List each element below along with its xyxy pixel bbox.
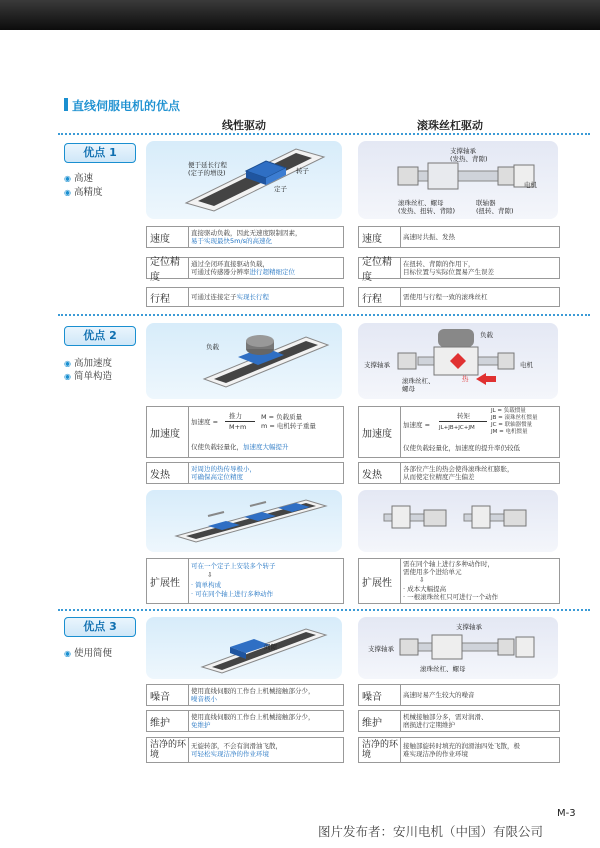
advantage-badge-2: 优点 2 <box>64 326 136 346</box>
bullet-item: ◉ 高精度 <box>64 184 103 198</box>
ballscrew-bearing-diagram <box>358 617 558 679</box>
row-positioning-ballscrew: 定位精度 在扭转、背隙的作用下， 目标位置与实际位置易产生误差 <box>358 257 560 279</box>
advantage-badge-1: 优点 1 <box>64 143 136 163</box>
label-support-bearing-top: 支撑轴承 <box>456 623 482 631</box>
row-heat-linear: 发热 对周边的热传导极小， 可确保高定位精度 <box>146 462 344 484</box>
multi-rotor-illustration <box>146 490 342 552</box>
ballscrew-load-diagram <box>358 323 558 399</box>
label-stator: 定子 <box>274 185 287 193</box>
top-bar <box>0 0 600 30</box>
column-header-linear: 线性驱动 <box>222 119 266 132</box>
row-acceleration-ballscrew: 加速度 加速度 = 转矩 JL+JB+JC+JM JL = 负载惯量 JB = 滚珠丝杠惯量 JC = 联轴器惯量 JM = 电机惯量 仅使负载轻量化，加速度的提升率仍较低 <box>358 406 560 458</box>
row-speed-ballscrew: 速度 高速时共振、发热 <box>358 226 560 248</box>
bullet-item: ◉ 高速 <box>64 170 93 184</box>
label-twist-backlash: (扭转、背隙) <box>476 207 514 215</box>
row-expandability-ballscrew: 扩展性 需在同个轴上进行多种动作时， 需使用多个进给单元 ⇩ · 成本大幅提高 · 一根滚珠丝杠只可进行一个动作 <box>358 558 560 604</box>
row-noise-ballscrew: 噪音 高速时易产生较大的噪音 <box>358 684 560 706</box>
label-load: 负载 <box>480 331 493 339</box>
bullet-item: ◉ 使用简便 <box>64 645 112 659</box>
label-ballscrew: 滚珠丝杠、 <box>402 377 435 385</box>
linear-gap-illustration <box>146 617 342 679</box>
multi-ballscrew-diagram <box>358 490 558 552</box>
row-clean-linear: 洁净的环境 无旋转部，不会有润滑油飞散， 可轻松实现洁净的作业环境 <box>146 737 344 763</box>
row-speed-linear: 速度 直接驱动负载，因此无速度限制因素， 易于实现最快5m/s的高速化 <box>146 226 344 248</box>
multi-rotor-diagram <box>146 490 342 552</box>
footer-credit: 图片发布者：安川电机（中国）有限公司 <box>318 824 544 839</box>
row-stroke-ballscrew: 行程 需使用与行程一致的滚珠丝杠 <box>358 287 560 307</box>
divider <box>58 314 590 316</box>
label-ballscrew-nut: 滚珠丝杠、螺母 <box>398 199 444 207</box>
linear-load-diagram <box>146 323 342 399</box>
linear-motor-diagram <box>146 141 342 219</box>
label-add-stator: (定子的增设) <box>188 169 226 177</box>
label-load: 负载 <box>206 343 219 351</box>
linear-motor-illustration <box>146 141 342 219</box>
label-heat-backlash: (发热、背隙) <box>450 155 488 163</box>
row-maintenance-ballscrew: 维护 机械接触部分多，需对润滑、 磨损进行定期维护 <box>358 710 560 732</box>
row-heat-ballscrew: 发热 各部位产生的热会使得滚珠丝杠膨胀， 从而使定位精度产生偏差 <box>358 462 560 484</box>
label-motor: 电机 <box>524 181 537 189</box>
column-header-ballscrew: 滚珠丝杠驱动 <box>417 119 483 132</box>
bullet-item: ◉ 简单构造 <box>64 368 112 382</box>
linear-load-illustration <box>146 323 342 399</box>
label-heat: 热 <box>462 375 469 383</box>
row-positioning-linear: 定位精度 通过全闭环直接驱动负载， 可通过传感器分辨率进行超精细定位 <box>146 257 344 279</box>
section-title: 直线伺服电机的优点 <box>72 99 181 113</box>
row-acceleration-linear: 加速度 加速度 = 推力 M+m M = 负载质量 m = 电机转子重量 仅使负载轻量化，加速度大幅提升 <box>146 406 344 458</box>
label-rotor: 转子 <box>296 167 309 175</box>
page-number: M-3 <box>557 808 576 819</box>
label-ballscrew-nut: 滚珠丝杠、螺母 <box>420 665 466 673</box>
label-motor: 电机 <box>520 361 533 369</box>
label-nut: 螺母 <box>402 385 415 393</box>
ballscrew-diagram <box>358 141 558 219</box>
divider <box>58 133 590 135</box>
row-expandability-linear: 扩展性 可在一个定子上安装多个转子 ⇩ · 简单构成 · 可在同个轴上进行多种动作 <box>146 558 344 604</box>
label-support-bearing: 支撑轴承 <box>450 147 476 155</box>
linear-gap-diagram <box>146 617 342 679</box>
row-maintenance-linear: 维护 使用直线伺服的工作台上机械接触部分少， 免维护 <box>146 710 344 732</box>
row-noise-linear: 噪音 使用直线伺服的工作台上机械接触部分少， 噪音极小 <box>146 684 344 706</box>
label-gap: 间隙 <box>264 643 277 651</box>
row-stroke-linear: 行程 可通过连接定子实现长行程 <box>146 287 344 307</box>
label-extend-stroke: 便于延长行程 <box>188 161 227 169</box>
row-clean-ballscrew: 洁净的环境 接触部旋转时填充的润滑油四处飞散，极 难实现洁净的作业环境 <box>358 737 560 763</box>
multi-ballscrew-illustration <box>358 490 558 552</box>
divider <box>58 609 590 611</box>
advantage-badge-3: 优点 3 <box>64 617 136 637</box>
label-support-bearing: 支撑轴承 <box>364 361 390 369</box>
bullet-item: ◉ 高加速度 <box>64 355 112 369</box>
label-support-bearing-left: 支撑轴承 <box>368 645 394 653</box>
label-heat-twist-backlash: (发热、扭转、背隙) <box>398 207 456 215</box>
label-coupling: 联轴器 <box>476 199 496 207</box>
